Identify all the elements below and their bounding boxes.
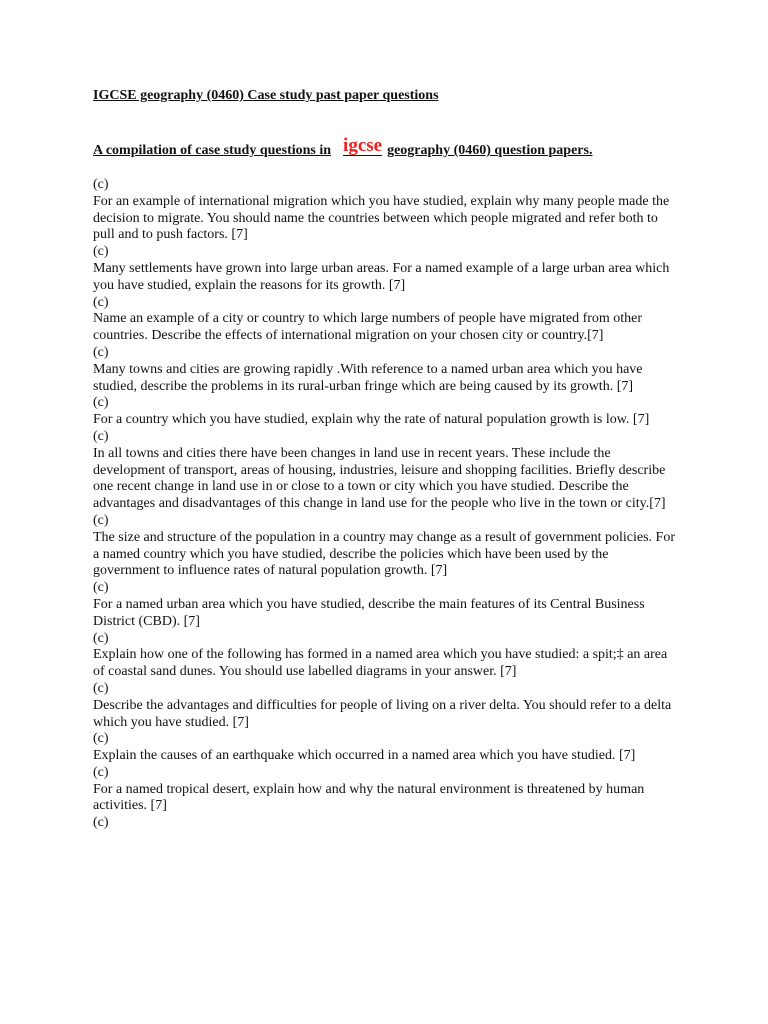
- question-text: For a country which you have studied, explain why the rate of natural population growth is low. [7]: [93, 412, 650, 428]
- question-text: Explain how one of the following has formed in a named area which you have studied: a spit;‡ an area of coastal sand dunes. You should use labelled diagrams in your answer. [7]: [93, 647, 668, 680]
- question-label: (c): [93, 294, 109, 310]
- question-list: [93, 177, 683, 832]
- question-item: [93, 429, 683, 513]
- subtitle-text-before: A compilation of case study questions in: [93, 143, 332, 158]
- question-label: (c): [93, 630, 109, 646]
- question-label: (c): [93, 680, 109, 696]
- document-subtitle: [93, 135, 593, 160]
- question-text: Explain the causes of an earthquake which occurred in a named area which you have studied. [7]: [93, 748, 636, 764]
- question-item: [93, 295, 683, 345]
- question-text: Many settlements have grown into large urban areas. For a named example of a large urban area which you have studied, explain the reasons for its growth. [7]: [93, 260, 670, 293]
- question-text: Name an example of a city or country to which large numbers of people have migrated from other countries. Describe the effects of international migration on your chosen city or country.[7]: [93, 311, 643, 344]
- question-item: [93, 631, 683, 681]
- question-label: (c): [93, 815, 109, 831]
- subtitle-text-after: geography (0460) question papers.: [387, 143, 593, 158]
- question-item: [93, 731, 683, 765]
- question-item: [93, 395, 683, 429]
- question-text: For an example of international migration which you have studied, explain why many people made the decision to migrate. You should name the countries between which people migrated and refer both to pull and to push factors. [7]: [93, 193, 670, 243]
- subtitle-highlight: igcse: [343, 135, 383, 156]
- question-label: (c): [93, 177, 109, 192]
- question-item: [93, 580, 683, 630]
- question-item: [93, 345, 683, 395]
- question-label: (c): [93, 395, 109, 411]
- question-label: (c): [93, 512, 109, 528]
- question-item: [93, 177, 683, 244]
- question-text: For a named tropical desert, explain how and why the natural environment is threatened by human activities. [7]: [93, 781, 645, 814]
- question-label: (c): [93, 344, 109, 360]
- question-item: [93, 244, 683, 294]
- question-item: [93, 681, 683, 731]
- question-label: (c): [93, 580, 109, 596]
- question-text: In all towns and cities there have been changes in land use in recent years. These include the development of transport, areas of housing, industries, leisure and shopping facilities. Briefly describe one recent change in land use in or close to a town or city which you have studied. Describe the advantages and disadvantages of this change in land use for the people who live in the town or city.[7]: [93, 445, 666, 512]
- question-label: (c): [93, 428, 109, 444]
- question-item: [93, 765, 683, 815]
- question-text: Describe the advantages and difficulties for people of living on a river delta. You should refer to a delta which you have studied. [7]: [93, 697, 672, 730]
- question-item: [93, 513, 683, 580]
- question-text: Many towns and cities are growing rapidly .With reference to a named urban area which you have studied, describe the problems in its rural-urban fringe which are being caused by its growth. [7]: [93, 361, 643, 394]
- document-title: IGCSE geography (0460) Case study past paper questions: [93, 88, 439, 103]
- question-label: (c): [93, 764, 109, 780]
- question-label: (c): [93, 731, 109, 747]
- question-label: (c): [93, 244, 109, 260]
- question-text: For a named urban area which you have studied, describe the main features of its Central Business District (CBD). [7]: [93, 596, 645, 629]
- question-text: The size and structure of the population in a country may change as a result of government policies. For a named country which you have studied, describe the policies which have been used by the government to influence rates of natural population growth. [7]: [93, 529, 675, 579]
- question-item: [93, 815, 683, 832]
